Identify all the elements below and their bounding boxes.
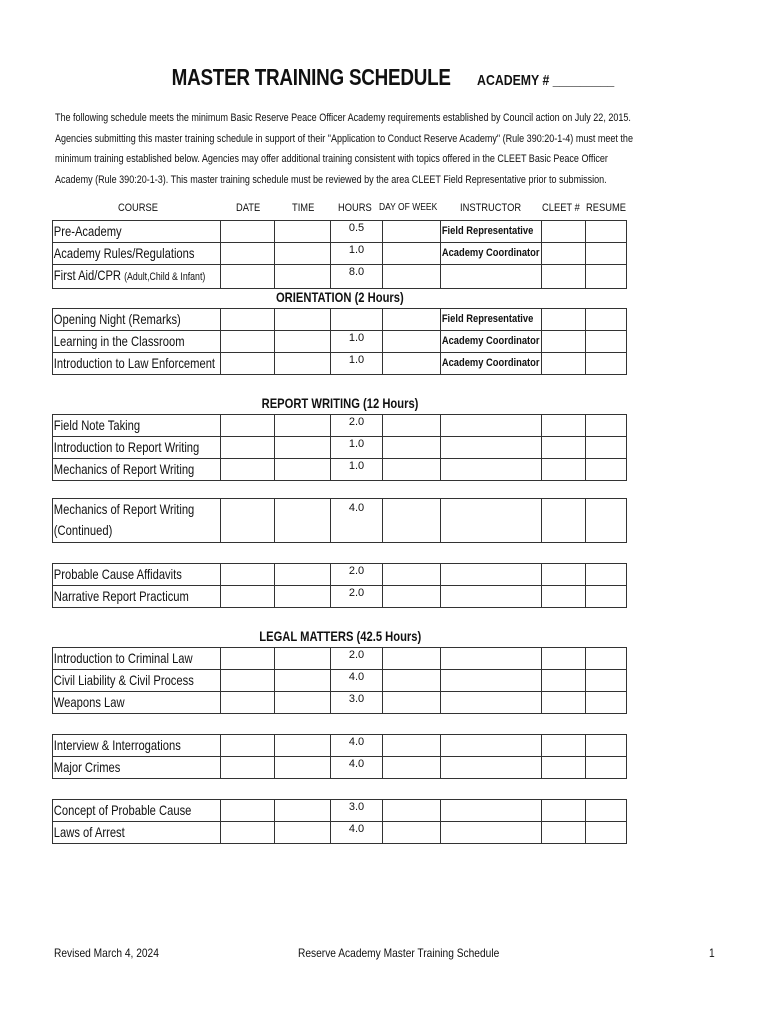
hours-cell: 3.0 (331, 692, 383, 714)
time-cell[interactable] (275, 353, 331, 375)
table-row (53, 221, 627, 243)
day-of-week-cell[interactable] (383, 757, 441, 779)
resume-cell[interactable] (586, 822, 627, 844)
resume-cell[interactable] (586, 735, 627, 757)
course-name: Probable Cause Affidavits (53, 566, 182, 582)
date-cell[interactable] (221, 437, 275, 459)
instructor-cell[interactable] (441, 265, 542, 289)
date-cell[interactable] (221, 331, 275, 353)
time-cell[interactable] (275, 586, 331, 608)
instructor-cell[interactable] (441, 692, 542, 714)
table-row (53, 415, 627, 437)
day-of-week-cell[interactable] (383, 499, 441, 543)
time-cell[interactable] (275, 670, 331, 692)
cleet-cell[interactable] (542, 265, 586, 289)
date-cell[interactable] (221, 586, 275, 608)
table-row (53, 243, 627, 265)
time-cell[interactable] (275, 735, 331, 757)
hours-cell: 2.0 (331, 564, 383, 586)
hours-cell: 4.0 (331, 670, 383, 692)
date-cell[interactable] (221, 499, 275, 543)
date-cell[interactable] (221, 648, 275, 670)
table-row (53, 692, 627, 714)
table-row (53, 353, 627, 375)
table-row (53, 800, 627, 822)
table-row (53, 459, 627, 481)
cleet-cell[interactable] (542, 564, 586, 586)
hours-cell: 1.0 (331, 331, 383, 353)
hours-cell: 8.0 (331, 265, 383, 289)
academy-number-label: ACADEMY # _________ (476, 72, 615, 89)
column-header-time: TIME (292, 202, 315, 214)
table-row (53, 822, 627, 844)
intro-line: The following schedule meets the minimum Basic Reserve Peace Officer Academy requirements established by Council action on July 22, 2015. (55, 112, 631, 124)
time-cell[interactable] (275, 437, 331, 459)
course-name: Laws of Arrest (53, 824, 125, 840)
instructor-name: Academy Coordinator (441, 247, 540, 259)
table-row (53, 735, 627, 757)
resume-cell[interactable] (586, 309, 627, 331)
course-name: Introduction to Criminal Law (53, 650, 193, 666)
date-cell[interactable] (221, 353, 275, 375)
date-cell[interactable] (221, 692, 275, 714)
cleet-cell[interactable] (542, 670, 586, 692)
course-cell (53, 499, 221, 543)
day-of-week-cell[interactable] (383, 265, 441, 289)
resume-cell[interactable] (586, 221, 627, 243)
course-name-continued: (Continued) (53, 522, 113, 538)
table-row (53, 437, 627, 459)
day-of-week-cell[interactable] (383, 221, 441, 243)
cleet-cell[interactable] (542, 735, 586, 757)
cleet-cell[interactable] (542, 353, 586, 375)
resume-cell[interactable] (586, 265, 627, 289)
resume-cell[interactable] (586, 648, 627, 670)
resume-cell[interactable] (586, 670, 627, 692)
instructor-cell[interactable] (441, 415, 542, 437)
intro-line: minimum training established below. Agencies may offer additional training consistent with topics offered in the CLEET Basic Peace Officer (55, 153, 608, 165)
document-title-block (0, 64, 770, 91)
instructor-cell[interactable] (441, 459, 542, 481)
cleet-cell[interactable] (542, 757, 586, 779)
course-name: Field Note Taking (53, 417, 141, 433)
cleet-cell[interactable] (542, 331, 586, 353)
instructor-cell[interactable] (441, 586, 542, 608)
date-cell[interactable] (221, 309, 275, 331)
time-cell[interactable] (275, 415, 331, 437)
hours-cell: 4.0 (331, 735, 383, 757)
resume-cell[interactable] (586, 586, 627, 608)
course-name: Narrative Report Practicum (53, 588, 189, 604)
hours-cell: 1.0 (331, 437, 383, 459)
schedule-table-report-writing-continued (52, 498, 627, 543)
day-of-week-cell[interactable] (383, 564, 441, 586)
day-of-week-cell[interactable] (383, 309, 441, 331)
course-cell (53, 586, 221, 608)
footer-revised-date: Revised March 4, 2024 (54, 946, 159, 960)
course-cell (53, 243, 221, 265)
hours-cell: 1.0 (331, 243, 383, 265)
course-cell (53, 757, 221, 779)
intro-line: Agencies submitting this master training schedule in support of their "Application to Conduct Reserve Academy" (Rule 390:20-1-4) must meet the (55, 132, 633, 145)
time-cell[interactable] (275, 648, 331, 670)
time-cell[interactable] (275, 221, 331, 243)
day-of-week-cell[interactable] (383, 735, 441, 757)
course-name: Learning in the Classroom (53, 333, 185, 349)
instructor-cell[interactable] (441, 353, 542, 375)
hours-cell: 4.0 (331, 757, 383, 779)
course-cell (53, 415, 221, 437)
course-name: Mechanics of Report Writing (53, 501, 195, 517)
hours-cell: 2.0 (331, 648, 383, 670)
resume-cell[interactable] (586, 243, 627, 265)
hours-cell: 2.0 (331, 586, 383, 608)
intro-paragraph (55, 108, 755, 190)
course-cell (53, 265, 221, 289)
resume-cell[interactable] (586, 757, 627, 779)
course-name: Pre-Academy (53, 223, 122, 239)
date-cell[interactable] (221, 221, 275, 243)
table-row (53, 564, 627, 586)
section-heading-report-writing: REPORT WRITING (12 Hours) (261, 395, 419, 411)
schedule-table-interviews (52, 734, 627, 779)
schedule-table-orientation (52, 308, 627, 375)
course-cell (53, 648, 221, 670)
section-heading-legal-matters: LEGAL MATTERS (42.5 Hours) (258, 628, 421, 644)
cleet-cell[interactable] (542, 822, 586, 844)
schedule-table-affidavits (52, 563, 627, 608)
cleet-cell[interactable] (542, 586, 586, 608)
time-cell[interactable] (275, 564, 331, 586)
column-header-date: DATE (236, 202, 261, 214)
date-cell[interactable] (221, 822, 275, 844)
date-cell[interactable] (221, 265, 275, 289)
column-header-course: COURSE (118, 202, 159, 214)
schedule-table-report-writing (52, 414, 627, 481)
table-row (53, 648, 627, 670)
course-name: Major Crimes (53, 759, 121, 775)
cleet-cell[interactable] (542, 221, 586, 243)
date-cell[interactable] (221, 670, 275, 692)
instructor-cell[interactable] (441, 331, 542, 353)
cleet-cell[interactable] (542, 243, 586, 265)
instructor-cell[interactable] (441, 670, 542, 692)
schedule-table-general (52, 220, 627, 289)
course-cell (53, 353, 221, 375)
hours-cell: 4.0 (331, 822, 383, 844)
time-cell[interactable] (275, 800, 331, 822)
day-of-week-cell[interactable] (383, 822, 441, 844)
course-name: Civil Liability & Civil Process (53, 672, 194, 688)
day-of-week-cell[interactable] (383, 331, 441, 353)
intro-line: Academy (Rule 390:20-1-3). This master training schedule must be reviewed by the area CLEET Field Representative prior to submission. (55, 173, 607, 186)
instructor-cell[interactable] (441, 221, 542, 243)
time-cell[interactable] (275, 331, 331, 353)
course-cell (53, 692, 221, 714)
cleet-cell[interactable] (542, 499, 586, 543)
date-cell[interactable] (221, 757, 275, 779)
resume-cell[interactable] (586, 459, 627, 481)
date-cell[interactable] (221, 459, 275, 481)
instructor-name: Academy Coordinator (441, 335, 540, 347)
resume-cell[interactable] (586, 353, 627, 375)
course-note: (Adult,Child & Infant) (124, 271, 206, 283)
instructor-name: Academy Coordinator (441, 357, 540, 369)
time-cell[interactable] (275, 309, 331, 331)
course-cell (53, 221, 221, 243)
course-cell (53, 331, 221, 353)
date-cell[interactable] (221, 243, 275, 265)
resume-cell[interactable] (586, 499, 627, 543)
table-row (53, 309, 627, 331)
instructor-name: Field Representative (441, 225, 534, 237)
course-name: Academy Rules/Regulations (53, 245, 195, 261)
resume-cell[interactable] (586, 331, 627, 353)
column-header-cleet: CLEET # (542, 202, 580, 214)
instructor-cell[interactable] (441, 564, 542, 586)
table-row (53, 499, 627, 543)
time-cell[interactable] (275, 459, 331, 481)
date-cell[interactable] (221, 564, 275, 586)
hours-cell: 4.0 (331, 499, 383, 543)
instructor-cell[interactable] (441, 757, 542, 779)
instructor-cell[interactable] (441, 499, 542, 543)
course-name: Introduction to Law Enforcement (53, 355, 216, 371)
table-row (53, 265, 627, 289)
cleet-cell[interactable] (542, 692, 586, 714)
column-header-hours: HOURS (338, 202, 372, 214)
instructor-cell[interactable] (441, 735, 542, 757)
instructor-cell[interactable] (441, 648, 542, 670)
instructor-cell[interactable] (441, 800, 542, 822)
day-of-week-cell[interactable] (383, 437, 441, 459)
footer-document-name: Reserve Academy Master Training Schedule (298, 946, 500, 960)
table-row (53, 670, 627, 692)
hours-cell: 1.0 (331, 353, 383, 375)
table-row (53, 586, 627, 608)
resume-cell[interactable] (586, 564, 627, 586)
day-of-week-cell[interactable] (383, 459, 441, 481)
course-name: Weapons Law (53, 694, 125, 710)
course-cell (53, 309, 221, 331)
hours-cell (331, 309, 383, 331)
cleet-cell[interactable] (542, 459, 586, 481)
document-title: MASTER TRAINING SCHEDULE (171, 64, 451, 90)
time-cell[interactable] (275, 822, 331, 844)
day-of-week-cell[interactable] (383, 586, 441, 608)
schedule-table-arrest (52, 799, 627, 844)
day-of-week-cell[interactable] (383, 243, 441, 265)
resume-cell[interactable] (586, 800, 627, 822)
resume-cell[interactable] (586, 437, 627, 459)
day-of-week-cell[interactable] (383, 353, 441, 375)
course-cell (53, 564, 221, 586)
cleet-cell[interactable] (542, 648, 586, 670)
schedule-table-legal-matters (52, 647, 627, 714)
time-cell[interactable] (275, 243, 331, 265)
cleet-cell[interactable] (542, 415, 586, 437)
day-of-week-cell[interactable] (383, 648, 441, 670)
course-cell (53, 670, 221, 692)
course-name: Interview & Interrogations (53, 737, 181, 753)
footer-page-number: 1 (709, 946, 715, 960)
date-cell[interactable] (221, 415, 275, 437)
instructor-name: Field Representative (441, 313, 534, 325)
hours-cell: 2.0 (331, 415, 383, 437)
course-cell (53, 822, 221, 844)
instructor-cell[interactable] (441, 309, 542, 331)
day-of-week-cell[interactable] (383, 800, 441, 822)
section-heading-orientation: ORIENTATION (2 Hours) (276, 289, 404, 305)
course-name: Introduction to Report Writing (53, 439, 200, 455)
resume-cell[interactable] (586, 692, 627, 714)
day-of-week-cell[interactable] (383, 692, 441, 714)
table-row (53, 757, 627, 779)
day-of-week-cell[interactable] (383, 670, 441, 692)
instructor-cell[interactable] (441, 822, 542, 844)
course-name: Mechanics of Report Writing (53, 461, 195, 477)
resume-cell[interactable] (586, 415, 627, 437)
hours-cell: 3.0 (331, 800, 383, 822)
cleet-cell[interactable] (542, 800, 586, 822)
column-header-instructor: INSTRUCTOR (460, 202, 522, 214)
time-cell[interactable] (275, 692, 331, 714)
cleet-cell[interactable] (542, 309, 586, 331)
date-cell[interactable] (221, 735, 275, 757)
day-of-week-cell[interactable] (383, 415, 441, 437)
instructor-cell[interactable] (441, 243, 542, 265)
time-cell[interactable] (275, 757, 331, 779)
course-cell (53, 800, 221, 822)
column-header-resume: RESUME (586, 202, 627, 214)
time-cell[interactable] (275, 499, 331, 543)
course-name: First Aid/CPR (Adult,Child & Infant) (53, 267, 206, 283)
hours-cell: 0.5 (331, 221, 383, 243)
cleet-cell[interactable] (542, 437, 586, 459)
column-header-day-of-week: DAY OF WEEK (379, 202, 438, 213)
hours-cell: 1.0 (331, 459, 383, 481)
time-cell[interactable] (275, 265, 331, 289)
course-cell (53, 735, 221, 757)
date-cell[interactable] (221, 800, 275, 822)
table-row (53, 331, 627, 353)
instructor-cell[interactable] (441, 437, 542, 459)
course-cell (53, 459, 221, 481)
course-name: Opening Night (Remarks) (53, 311, 181, 327)
course-name: Concept of Probable Cause (53, 802, 192, 818)
course-cell (53, 437, 221, 459)
